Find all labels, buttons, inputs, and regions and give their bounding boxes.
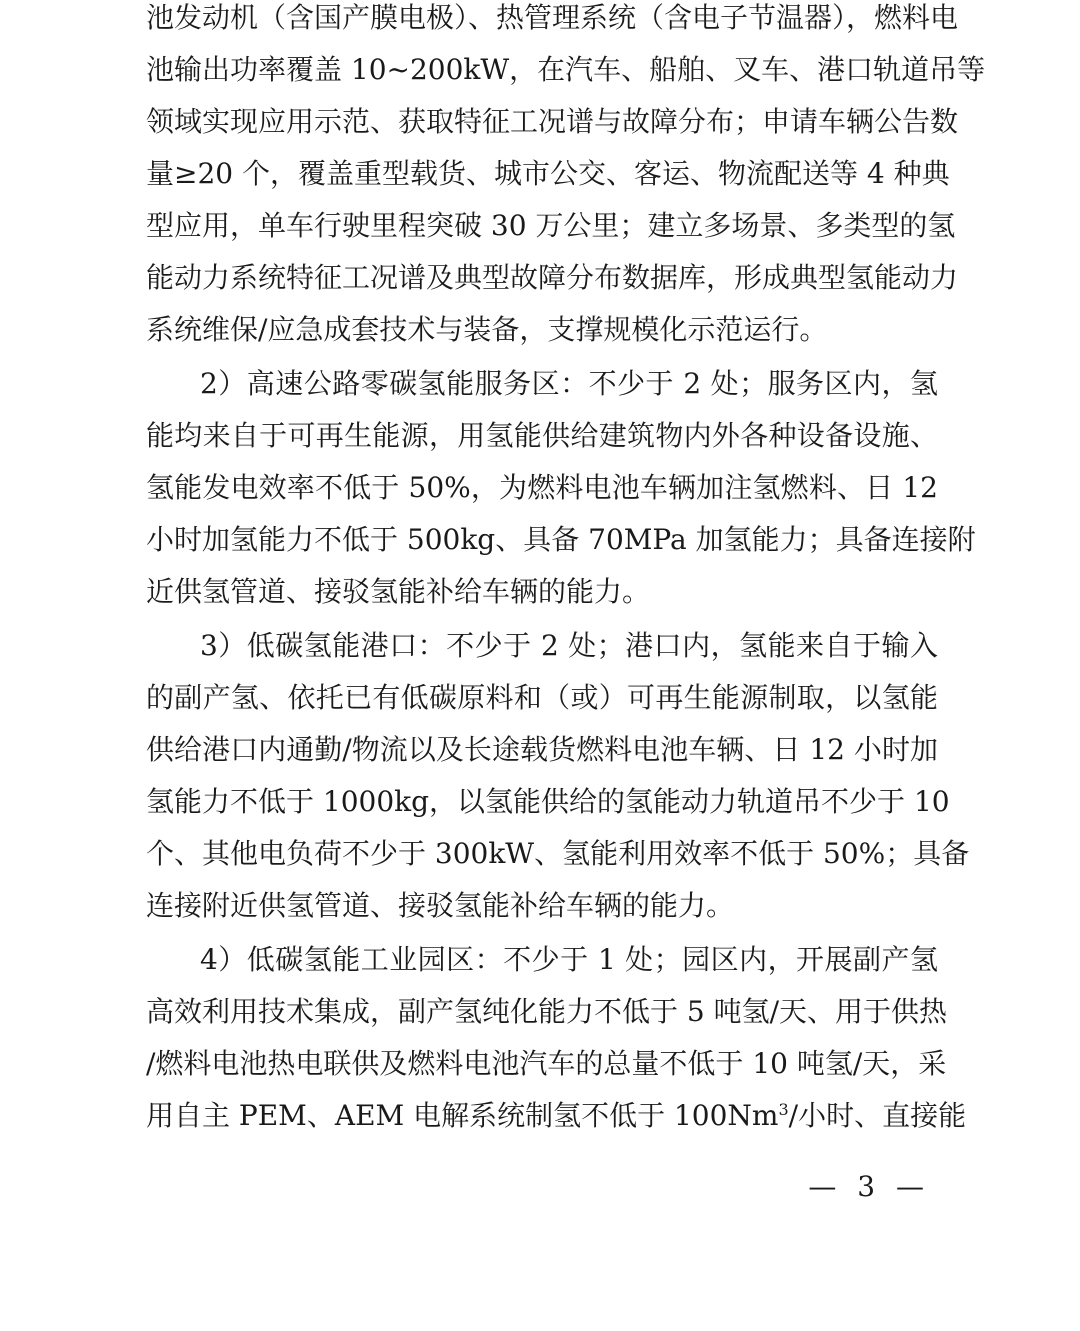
text-line: 近供氢管道、接驳氢能补给车辆的能力。: [146, 575, 651, 608]
superscript: 3: [778, 1100, 789, 1119]
text-line: 系统维保/应急成套技术与装备，支撑规模化示范运行。: [146, 313, 828, 346]
paragraph-first-line: 3）低碳氢能港口：不少于 2 处；港口内，氢能来自于输入: [200, 629, 938, 662]
text-line: 能均来自于可再生能源，用氢能供给建筑物内外各种设备设施、: [146, 419, 938, 452]
text-line: 池发动机（含国产膜电极）、热管理系统（含电子节温器），燃料电: [146, 1, 959, 34]
text-line: 个、其他电负荷不少于 300kW、氢能利用效率不低于 50%；具备: [146, 837, 970, 870]
text-segment: /小时、直接能: [788, 1099, 967, 1132]
text-line: 氢能发电效率不低于 50%，为燃料电池车辆加注氢燃料、日 12: [146, 471, 938, 504]
paragraph-first-line: 2）高速公路零碳氢能服务区：不少于 2 处；服务区内，氢: [200, 367, 938, 400]
text-line: 小时加氢能力不低于 500kg、具备 70MPa 加氢能力；具备连接附: [146, 523, 976, 556]
text-line: 型应用，单车行驶里程突破 30 万公里；建立多场景、多类型的氢: [146, 209, 956, 242]
text-line: 氢能力不低于 1000kg，以氢能供给的氢能动力轨道吊不少于 10: [146, 785, 950, 818]
text-line: 量≥20 个，覆盖重型载货、城市公交、客运、物流配送等 4 种典: [146, 157, 950, 190]
text-line: 池输出功率覆盖 10~200kW，在汽车、船舶、叉车、港口轨道吊等: [146, 53, 986, 86]
text-line: 连接附近供氢管道、接驳氢能补给车辆的能力。: [146, 889, 735, 922]
text-line: 高效利用技术集成，副产氢纯化能力不低于 5 吨氢/天、用于供热: [146, 995, 948, 1028]
text-line: [146, 1090, 967, 1142]
text-line: 供给港口内通勤/物流以及长途载货燃料电池车辆、日 12 小时加: [146, 733, 938, 766]
text-line: 领域实现应用示范、获取特征工况谱与故障分布；申请车辆公告数: [146, 105, 959, 138]
page-number: — 3 —: [808, 1170, 930, 1203]
text-segment: 用自主 PEM、AEM 电解系统制氢不低于 100Nm: [146, 1099, 779, 1132]
paragraph-first-line: 4）低碳氢能工业园区：不少于 1 处；园区内，开展副产氢: [200, 943, 938, 976]
text-line: 能动力系统特征工况谱及典型故障分布数据库，形成典型氢能动力: [146, 261, 959, 294]
text-line: 的副产氢、依托已有低碳原料和（或）可再生能源制取，以氢能: [146, 681, 938, 714]
text-line: /燃料电池热电联供及燃料电池汽车的总量不低于 10 吨氢/天，采: [146, 1047, 947, 1080]
